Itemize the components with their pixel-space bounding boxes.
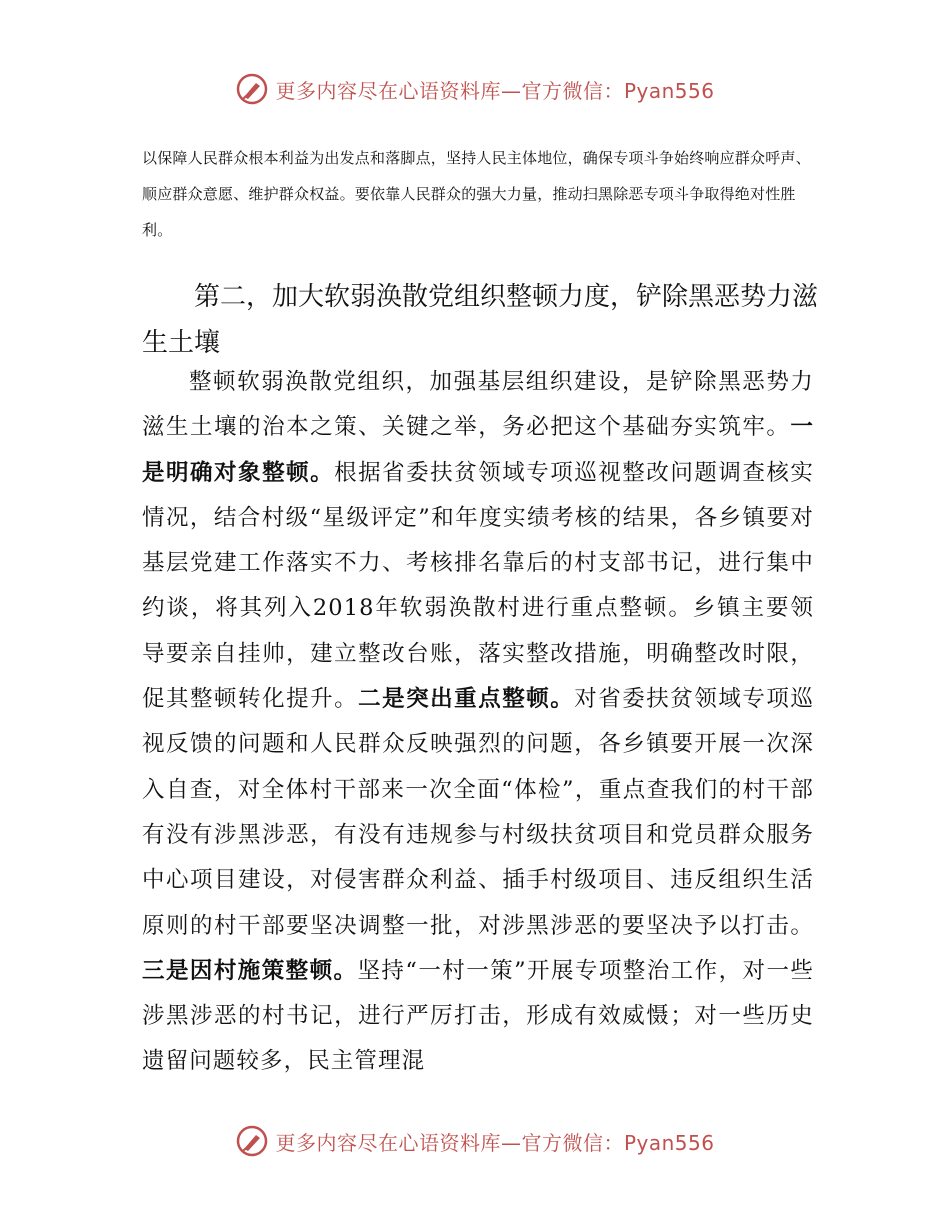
point3-title: 三是因村施策整顿。: [142, 957, 358, 984]
header-watermark: [0, 72, 950, 106]
point3-text: 坚持“一村一策”开展专项整治工作，对一些涉黑涉恶的村书记，进行严厉打击，形成有效威慑；对一些历史遗留问题较多，民主管理混: [142, 957, 814, 1075]
body-paragraph: [142, 360, 814, 1085]
point2-text: 对省委扶贫领域专项巡视反馈的问题和人民群众反映强烈的问题，各乡镇要开展一次深入自查，对全体村干部来一次全面“体检”，重点查我们的村干部有没有涉黑涉恶，有没有违规参与村级扶贫项目和党员群众服务中心项目建设，对侵害群众利益、插手村级项目、违反组织生活原则的村干部要坚决调整一批，对涉黑涉恶的要坚决予以打击。: [142, 686, 814, 939]
intro-text: 以保障人民群众根本利益为出发点和落脚点，坚持人民主体地位，确保专项斗争始终响应群众呼声、顺应群众意愿、维护群众权益。要依靠人民群众的强大力量，推动扫黑除恶专项斗争取得绝对性胜利。: [142, 149, 811, 239]
pen-nib-seal-icon: [235, 72, 269, 106]
pen-nib-seal-icon: [235, 1124, 269, 1158]
footer-watermark: [0, 1124, 950, 1158]
section-heading: 第二，加大软弱涣散党组织整顿力度，铲除黑恶势力滋生土壤: [142, 282, 819, 358]
point1-text: 根据省委扶贫领域专项巡视整改问题调查核实情况，结合村级“星级评定”和年度实绩考核的结果，各乡镇要对基层党建工作落实不力、考核排名靠后的村支部书记，进行集中约谈，将其列入2018年软弱涣散村进行重点整顿。乡镇主要领导要亲自挂帅，建立整改台账，落实整改措施，明确整改时限，促其整顿转化提升。: [142, 459, 814, 713]
watermark-text: 更多内容尽在心语资料库—官方微信：Pyan556: [275, 1130, 715, 1155]
lead-text: 整顿软弱涣散党组织，加强基层组织建设，是铲除黑恶势力滋生土壤的治本之策、关键之举，务必把这个基础夯实筑牢。: [142, 369, 814, 441]
watermark-text: 更多内容尽在心语资料库—官方微信：Pyan556: [275, 78, 715, 103]
point1-title: 一是明确对象整顿。: [142, 414, 814, 486]
point2-title: 二是突出重点整顿。: [358, 686, 575, 713]
intro-paragraph: [142, 140, 822, 248]
